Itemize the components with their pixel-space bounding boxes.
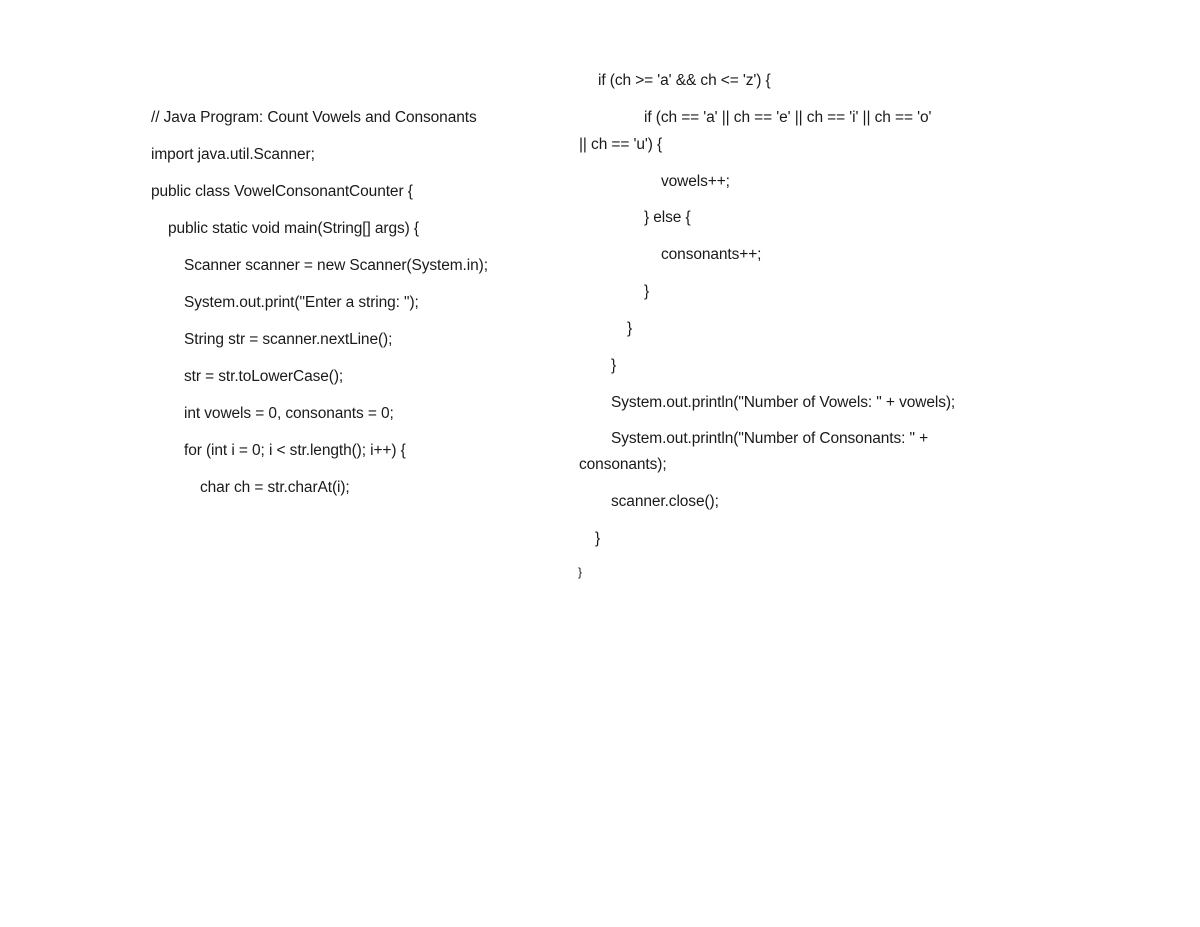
code-line: System.out.print("Enter a string: ");: [184, 294, 419, 311]
code-line: public class VowelConsonantCounter {: [151, 183, 413, 200]
code-line: System.out.println("Number of Consonants: " +: [611, 430, 929, 447]
code-line: System.out.println("Number of Vowels: " + vowels);: [611, 394, 956, 411]
code-line: }: [644, 283, 650, 300]
code-line: }: [578, 565, 582, 579]
code-line: }: [595, 530, 601, 547]
code-line: String str = scanner.nextLine();: [184, 331, 393, 348]
code-line: if (ch >= 'a' && ch <= 'z') {: [598, 72, 771, 89]
code-line: scanner.close();: [611, 493, 719, 510]
code-line: // Java Program: Count Vowels and Consonants: [151, 109, 477, 126]
code-line: consonants++;: [661, 246, 762, 263]
code-line: for (int i = 0; i < str.length(); i++) {: [184, 442, 406, 459]
code-line: vowels++;: [661, 173, 730, 190]
code-line: if (ch == 'a' || ch == 'e' || ch == 'i' || ch == 'o': [644, 109, 932, 126]
code-line: char ch = str.charAt(i);: [200, 479, 350, 496]
code-line: } else {: [644, 209, 691, 226]
code-line: consonants);: [579, 456, 667, 473]
code-line: import java.util.Scanner;: [151, 146, 315, 163]
code-line: int vowels = 0, consonants = 0;: [184, 405, 394, 422]
code-line: str = str.toLowerCase();: [184, 368, 344, 385]
code-line: public static void main(String[] args) {: [168, 220, 419, 237]
code-line: || ch == 'u') {: [579, 136, 663, 153]
code-line: }: [627, 320, 633, 337]
code-line: Scanner scanner = new Scanner(System.in);: [184, 257, 488, 274]
code-line: }: [611, 357, 617, 374]
